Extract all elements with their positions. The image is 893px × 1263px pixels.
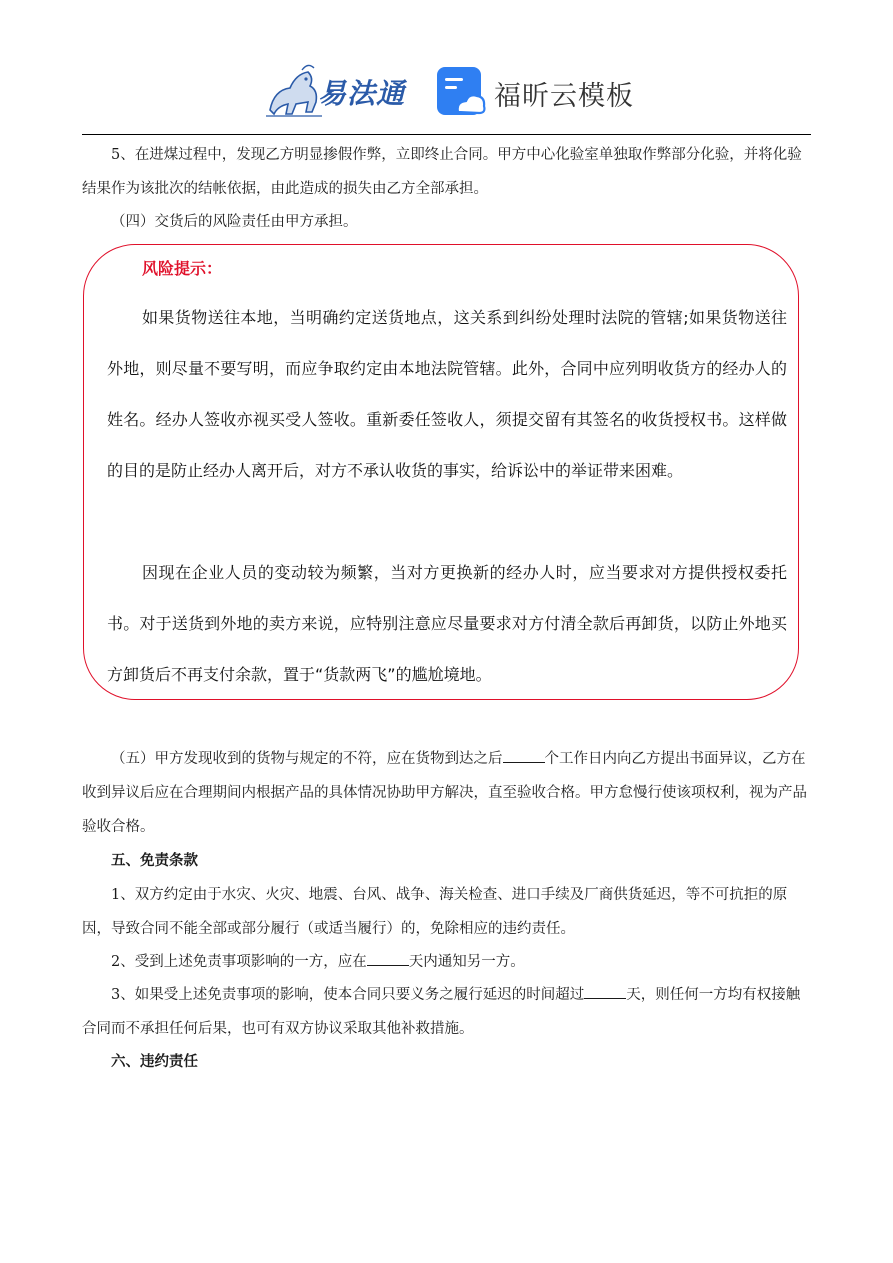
- logo1-text: 易法通: [318, 77, 406, 110]
- page-header: [0, 52, 893, 132]
- logo2-text: 福昕云模板: [494, 81, 634, 112]
- clause-text: （五）甲方发现收到的货物与规定的不符，应在货物到达之后: [111, 751, 503, 767]
- risk-paragraph-2: 因现在企业人员的变动较为频繁，当对方更换新的经办人时，应当要求对方提供授权委托书。对于送货到外地的卖方来说，应特别注意应尽量要求对方付清全款后再卸货，以防止外地买方卸货后不再支付余款，置于“货款两飞”的尴尬境地。: [107, 563, 787, 684]
- clause-4-paragraph: （四）交货后的风险责任由甲方承担。: [111, 214, 358, 230]
- fill-blank[interactable]: [584, 984, 626, 999]
- clause-text: 个工作日内向乙方提出书面异议，乙方在收到异议后应在合理期间内根据产品的具体情况协助甲方解决，直至验收合格。甲方怠慢行使该项权利，视为产品验收合格。: [82, 751, 807, 835]
- risk-title: 风险提示：: [142, 259, 223, 278]
- fill-blank[interactable]: [503, 748, 545, 763]
- exemption-clause-3: [82, 978, 811, 1046]
- section-heading-5: 五、免责条款: [111, 852, 198, 869]
- clause-text: 2、受到上述免责事项影响的一方，应在: [111, 954, 367, 970]
- cloud-document-icon: [436, 66, 486, 118]
- clause-text: 天，则任何一方均有权接触合同而不承担任何后果，也可有双方协议采取其他补救措施。: [82, 987, 801, 1037]
- section-heading-6: 六、违约责任: [111, 1053, 198, 1070]
- fill-blank[interactable]: [367, 951, 409, 966]
- exemption-clause-1: 1、双方约定由于水灾、火灾、地震、台风、战争、海关检查、进口手续及厂商供货延迟，等不可抗拒的原因，导致合同不能全部或部分履行（或适当履行）的，免除相应的违约责任。: [82, 887, 788, 937]
- risk-paragraph-1: 如果货物送往本地，当明确约定送货地点，这关系到纠纷处理时法院的管辖;如果货物送往外地，则尽量不要写明，而应争取约定由本地法院管辖。此外，合同中应列明收货方的经办人的姓名。经办人签收亦视买受人签收。重新委任签收人，须提交留有其签名的收货授权书。这样做的目的是防止经办人离开后，对方不承认收货的事实，给诉讼中的举证带来困难。: [107, 308, 787, 480]
- exemption-clause-2: [82, 945, 811, 979]
- header-divider: [82, 134, 811, 135]
- clause-text: 天内通知另一方。: [408, 954, 525, 970]
- clause-5-paragraph: 5、在进煤过程中，发现乙方明显掺假作弊，立即终止合同。甲方中心化验室单独取作弊部分化验，并将化验结果作为该批次的结帐依据，由此造成的损失由乙方全部承担。: [82, 147, 802, 197]
- clause-text: 3、如果受上述免责事项的影响，使本合同只要义务之履行延迟的时间超过: [111, 987, 585, 1003]
- clause-5-inspection-paragraph: [82, 742, 811, 844]
